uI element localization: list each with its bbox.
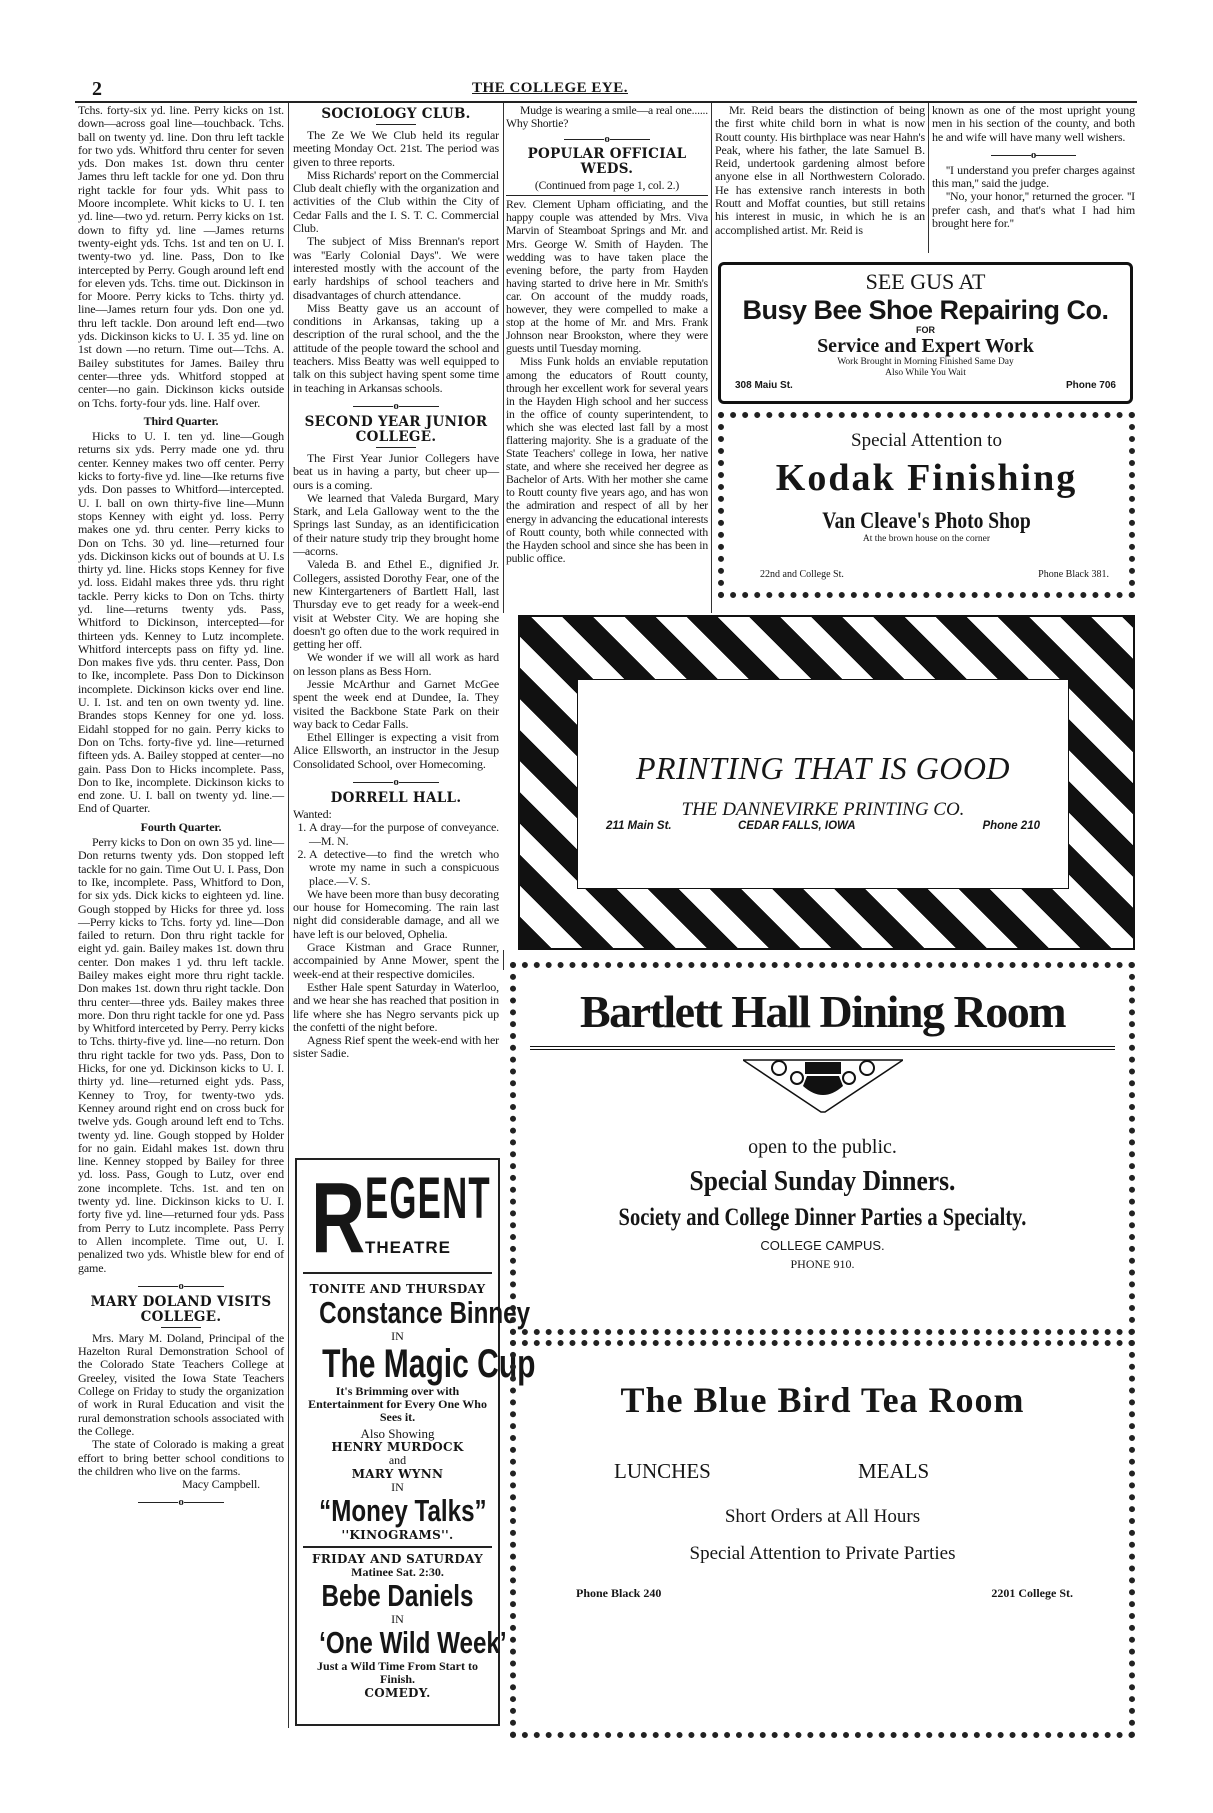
printing-ad [518,615,1135,950]
showtime-days: FRIDAY AND SATURDAY [312,1552,483,1566]
article-headline: SOCIOLOGY CLUB. [321,106,471,122]
article-paragraph: Esther Hale spent Saturday in Waterloo, and we hear she has reached that position in life where she has Negro servants pick up the confetti of the night before. [293,979,499,1034]
rule [376,124,416,125]
matinee: Matinee Sat. 2:30. [351,1565,444,1579]
article-paragraph: Miss Richards' report on the Commercial Club dealt chiefly with the organization and activities of the Club within the City of Cedar Falls and the I. S. T. C. Commercial Club. [293,167,499,236]
article-headline: SECOND YEAR JUNIOR COLLEGE. [304,413,488,445]
article-paragraph: We wonder if we will all work as hard on lesson plans as Bess Horn. [293,650,499,678]
ad-phone: Phone 706 [1065,380,1116,391]
article-paragraph: The subject of Miss Brennan's report was ''Early Colonial Days''. We were interested mostly with the account of the early hardships of school teachers and disadvantages of church attendance. [293,234,499,302]
article-paragraph: We have been more than busy decorating our house for Homecoming. The rain last night did considerable damage, and all we have left is our beloved, Ophelia. [293,886,499,941]
separator: o [293,401,499,411]
article-paragraph: Rev. Clement Upham officiating, and the happy couple was attended by Mrs. Viva Marvin of Steamboat Springs and Mr. and Mrs. George W. Smith of Hayden. The wedding was to have taken place the evening before, the party from Hayden having started to drive here in Mr. Smith's car. On account of the muddy roads, however, they were compelled to make a stop at the home of Mr. and Mrs. Frank Johnson near Brookston, where they were guests until Tuesday morning. [506,198,708,356]
ornament-icon [743,1056,903,1114]
ad-phone: Phone Black 240 [576,1586,662,1600]
ad-line: Van Cleave's Photo Shop [822,508,1031,533]
article-headline: DORRELL HALL. [330,790,462,807]
column-divider [928,103,929,253]
article-paragraph: Miss Beatty gave us an account of conditions in Arkansas, taking up a description of the rural school, and the the attitude of the people toward the school and teachers. Miss Beatty was well equipped to talk on this subject having spent some time in teaching in Arkansas schools. [293,300,499,395]
ad-line: Service and Expert Work [817,335,1034,357]
article-paragraph: We learned that Valeda Burgard, Mary Stark, and Lela Galloway went to the the Springs last Sunday, as an identificication of their nature study trip they brought home—acorns. [293,490,499,559]
ad-line: FOR [916,325,935,335]
wanted-list [293,821,499,887]
column-1 [78,104,284,1511]
column-3 [506,104,708,565]
ad-line: Special Sunday Dinners. [689,1165,956,1197]
showtime-days: TONITE AND THURSDAY [309,1282,486,1296]
article-paragraph: The First Year Junior Collegers have beat us in having a party, but cheer up—ours is a coming. [293,450,499,492]
continued-note: (Continued from page 1, col. 2.) [506,179,708,196]
bartlett-dining-ad [510,962,1135,1335]
article-paragraph: Valeda B. and Ethel E., dignified Jr. Collegers, assisted Dorothy Fear, one of the new Kintergarteners of Bartlett Hall, last Thursday eve to get ready for a week-end visit at Webster City. We are hoping she doesn't go often due to the work required in getting her off. [293,557,499,652]
article-paragraph: The Ze We We Club held its regular meeting Monday Oct. 21st. The period was given to three reports. [293,128,499,169]
in-label: IN [391,1329,404,1343]
ad-line: Also While You Wait [885,368,966,378]
in-label: IN [391,1612,404,1626]
column-divider [503,950,504,970]
separator: o [506,134,708,144]
ad-title: Kodak Finishing [775,457,1078,499]
separator: o [78,1497,284,1507]
film-blurb: Just a Wild Time From Start to Finish. [317,1659,478,1686]
ad-line: Special Attention to [851,430,1002,451]
article-paragraph: Mr. Reid bears the distinction of being the first white child born in what is now Routt county. His birthplace was near Hahn's Peak, where his father, the late Samuel B. Reid, undertook gardening almost before anyone else in all Northwestern Colorado. He has extensive ranch interests in both Routt and Moffat counties, but still retains his interest in music, in which he is an accomplished artist. Mr. Reid is [715,103,925,237]
ad-title: Bartlett Hall Dining Room [579,986,1066,1037]
ad-title: PRINTING THAT IS GOOD [635,750,1011,786]
page-number: 2 [92,78,102,100]
star-name: Bebe Daniels [321,1578,474,1613]
ad-line: open to the public. [748,1136,897,1158]
comedy-label: COMEDY. [364,1686,431,1700]
column-divider [711,103,712,613]
column-2 [293,104,499,1061]
masthead: THE COLLEGE EYE. [472,80,628,96]
double-rule [530,1046,1115,1050]
rule [161,1327,201,1328]
ad-line: LUNCHES [614,1459,711,1483]
ad-address: 308 Maiu St. [735,380,793,391]
wanted-label: Wanted: [293,807,332,822]
film-title: ‘One Wild Week’ [319,1625,507,1660]
ad-address: 211 Main St. [606,820,672,832]
byline: Macy Campbell. [182,1477,260,1492]
rule [376,447,416,448]
joke-paragraph: ''I understand you prefer charges against this man,'' said the judge. [932,162,1135,191]
article-paragraph: Mudge is wearing a smile—a real one...... Why Shortie? [506,104,708,131]
ad-phone: PHONE 910. [790,1257,855,1271]
column-divider [288,103,289,1728]
ad-line: Work Brought in Morning Finished Same Day [837,357,1014,367]
ad-line: SEE GUS AT [865,269,986,294]
ad-phone: Phone Black 381. [1038,569,1109,580]
list-item: 2. A detective—to find the wretch who wrote my name in such a conspicuous place.—V. S. [309,848,499,888]
ad-line: Short Orders at All Hours [724,1506,921,1527]
film-title: “Money Talks” [319,1493,487,1528]
newsreel: ''KINOGRAMS''. [341,1528,454,1542]
ad-address: COLLEGE CAMPUS. [760,1238,885,1253]
separator: o [78,1281,284,1291]
film-blurb: It's Brimming over with Entertainment for Every One Who Sees it. [308,1384,487,1424]
list-item: 1. A dray—for the purpose of conveyance.—M. N. [309,821,499,848]
ad-title: The Blue Bird Tea Room [620,1380,1025,1420]
article-paragraph: Grace Kistman and Grace Runner, accompainied by Anne Mower, spent the week-end at their respective domiciles. [293,940,499,981]
blue-bird-tea-room-ad [510,1340,1135,1738]
ad-line: MEALS [858,1459,930,1483]
football-paragraph: Perry kicks to Don on own 35 yd. line—Don returns twenty yds. Don stopped left tackle for no gain. Time Out U. I. Pass, Don to Ike, incomplete. Pass, Whitford to Don, for six yds. Dick kicks to eighteen yd. line. Gough stopped by Hicks for three yd. loss—Perry kicks to Tchs. forty yd. line—Don failed to return. Don thru right tackle for eight yd. gain. Bailey makes 1st. down thru center. Don makes 1 yd. thru left tackle. Bailey makes eight more thru right tackle. Don makes 1st. down thru right tackle. Don thru center—three yds. Bailey makes three more. Don thru right tackle for one yd. Pass by Whitford interceted by Perry. Perry kicks to Tchs. thirty-five yd. line—no return. Don thru right tackle for two yds. Pass, Don to Hicks, for one yd. Dickinson kicks to U. I. thirty yd. line—returned eight yds. Pass, Kenney to Troy, for twenty-two yds. Kenney around right end on cross buck for twelve yds. Gough around left end to Tchs. twenty yd. line. Gough stopped by Holder for no gain. Eidahl makes 1st. down thru line. Kenney stopped by Bailey for three yd. loss. Pass, Gough to Lutz, over end zone incomplete. Tchs. 1st. and ten on twenty yd. line. Dickinson kicks to U. I. forty five yd. line—returned four yds. Pass from Perry to Lutz incomplete. Pass Perry to Allen incomplete. Time out, U. I. penalized two yds. Whistle blew for end of game. [78,835,285,1275]
article-headline: POPULAR OFFICIAL WEDS. [527,146,687,178]
article-paragraph: Mrs. Mary M. Doland, Principal of the Hazelton Rural Demonstration School of the Colorado State Teachers College at Greeley, visited the Iowa State Teachers College on Friday to study the organization of work in Rural Education and visit the rural demonstration schools associated with the College. [78,1330,284,1438]
divider [303,1546,492,1548]
column-divider [503,103,504,613]
separator: o [293,777,499,787]
in-label: IN [391,1480,404,1494]
ad-line: Society and College Dinner Parties a Specialty. [618,1204,1027,1231]
star-name: Constance Binney [319,1295,531,1330]
separator: o [932,150,1135,160]
ad-line: THE DANNEVIRKE PRINTING CO. [681,799,965,820]
column-4 [715,104,925,237]
ad-line: At the brown house on the corner [862,534,991,544]
busy-bee-ad [718,262,1133,404]
section-heading: Third Quarter. [143,413,219,428]
article-paragraph: The state of Colorado is making a great effort to bring better school conditions to the children who live on the farms. [78,1437,284,1478]
printing-ad-panel [577,679,1069,889]
article-paragraph: Miss Funk holds an enviable reputation among the educators of Routt county, through her excellent work for several years in the Hayden High school and her success in the office of county superintendent, to which she was elected last fall by a most flattering majority. She is a graduate of the State Teachers' college in Iowa, her native state, and where she received her degree as Bachelor of Arts. With her mother she came to Routt county five years ago, and has won the admiration and respect of all by her energy in advancing the educational interests of Routt county, both while connected with the Hayden school and since she has been in public office. [506,355,708,565]
ad-line: Special Attention to Private Parties [689,1543,956,1564]
also-showing: Also Showing [360,1426,435,1441]
article-paragraph: Jessie McArthur and Garnet McGee spent the week end at Dundee, Ia. They visited the Backbone State Park on their way back to Cedar Falls. [293,676,499,731]
article-paragraph: known as one of the most upright young men in his section of the county, and both he and wife will have many well wishers. [932,103,1135,144]
ad-phone: Phone 210 [982,820,1040,832]
article-paragraph: Agness Rief spent the week-end with her sister Sadie. [293,1033,499,1061]
article-headline: MARY DOLAND VISITS COLLEGE. [90,1293,272,1325]
section-heading: Fourth Quarter. [140,819,222,834]
football-paragraph: Hicks to U. I. ten yd. line—Gough returns six yds. Perry made one yd. thru center. Kenney makes two off center. Perry kicks to forty-five yd. line—Ike returns five yds. Don passes to Whitford—intercepted. U. I. ball on own thirty-five line—Munn stops Kenney with eight yd. loss. Perry makes one yd. thru center. Perry kicks to Don on Tchs. 30 yd. line—returned four yds. Dickinson kicks out of bounds at U. I.s thirty yd. line. Hicks stops Kenney for five yd. loss. Eidahl makes three yds. thru right tackle. Perry kicks to Don on Tchs. thirty yd. line—returns twenty yds. Pass, Whitford to Dickinson, intercepted—for thirteen yds. Kenney to Lutz incomplete. Whitford intercepts pass on fifty yd. line. Don makes five yds. thru center. Pass, Don to Ike, incomplete. Pass Don to Dickinson incomplete. Dickinson kicks over end line. U. I. 1st. and ten on own twenty yd. line. Brandes stops Kenney for one yd. loss. Eidahl stopped for no gain. Perry kicks to Don on Tchs. forty-five yd. line—returned fifteen yds. A. Bailey stopped at center—no gain. Pass Don to Hicks incomplete. Pass, Don to Ike, incomplete. Dickinson kicks to end zone. U. I. ball on twenty yd. line.—End of Quarter. [78,429,284,816]
football-paragraph: Tchs. forty-six yd. line. Perry kicks on 1st. down—across goal line—touchback. Tchs. ball on twenty yd. line. Don thru left tackle for two yds. Whitford thru center for seven yds. Don makes 1st. down thru center James thru left tackle for one yd. Don thru right tackle for four yds. Whit pass to Moore incomplete. Whit kicks to U. I. ten yd. line—two yd. return. Perry kicks on 1st. down to fifty yd. line —James returns twenty-eight yds. Tchs. 1st and ten on U. I. twenty-two yd. line. Pass, Don to Ike intercepted by Perry. Gough around left end for eleven yds. Tchs. time out. Dickinson in for Moore. Perry kicks to Tchs. thirty yd. line—James return four yds. Don one yd. thru left tackle. Don around left end—two yds. Dickinson kicks to U. I. 35 yd. line on 1st down —no return. Time out—Tchs. A. Bailey substitutes for James. Bailey thru center—three yds. Whitford stopped at center—no gain. Dickinson kicks outside on Tchs. forty-four yds. line. Half over. [78,103,284,410]
kodak-finishing-ad [718,412,1135,598]
article-paragraph: Ethel Ellinger is expecting a visit from Alice Ellsworth, an instructor in the Jesup Consolidated School, over Homecoming. [293,730,499,771]
actor-name: MARY WYNN [351,1467,444,1481]
ad-address: 2201 College St. [991,1586,1073,1600]
and-label: and [388,1453,407,1467]
column-5 [932,104,1135,230]
regent-theatre-ad [295,1158,536,1726]
ad-title: Busy Bee Shoe Repairing Co. [742,295,1109,325]
actor-name: HENRY MURDOCK [331,1440,464,1454]
ad-city: CEDAR FALLS, IOWA [738,820,856,832]
regent-logo: R EGENT THEATRE [303,1160,492,1274]
ad-address: 22nd and College St. [760,569,844,580]
film-title: The Magic Cup [322,1342,536,1386]
joke-paragraph: ''No, your honor,'' returned the grocer. ''I prefer cash, and that's what I had him brought here for.'' [932,189,1135,231]
